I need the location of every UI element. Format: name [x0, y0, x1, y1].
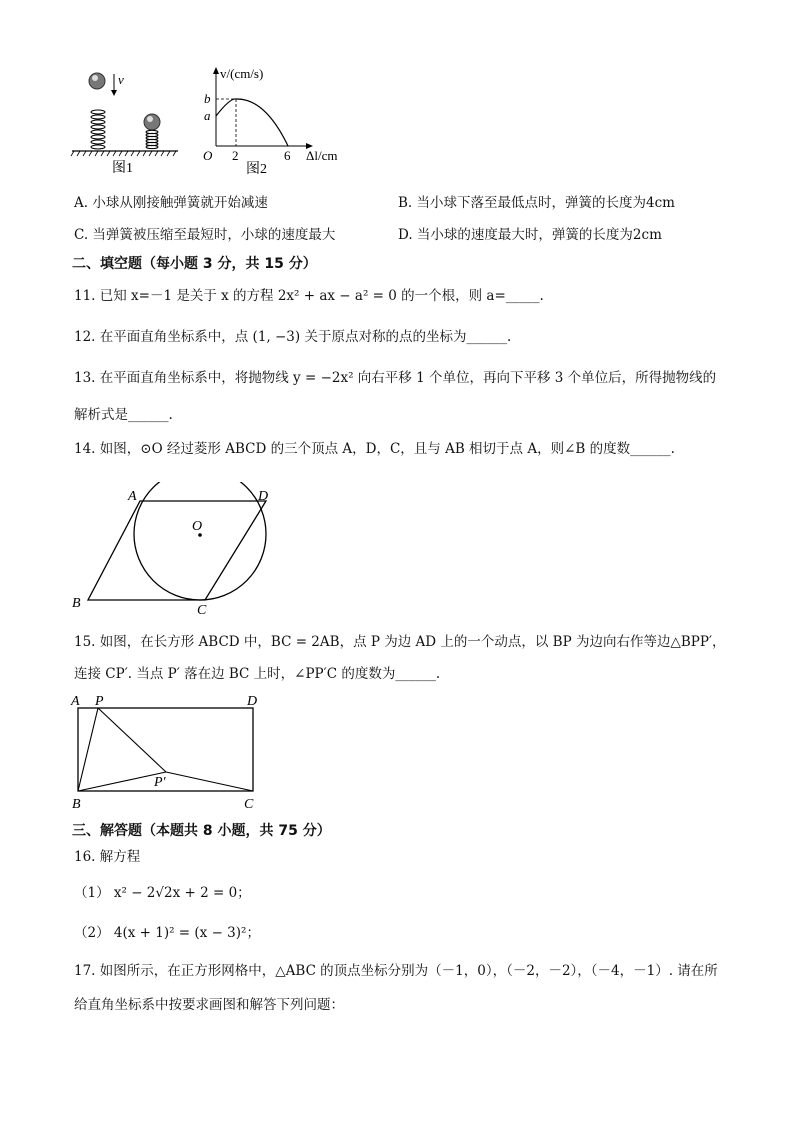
q10-option-b: B. 当小球下落至最低点时，弹簧的长度为4cm — [398, 195, 675, 211]
fig2-caption: 图2 — [246, 162, 267, 177]
section2-title: 二、填空题（每小题 3 分，共 15 分） — [72, 256, 317, 272]
question-16-title: 16. 解方程 — [74, 849, 141, 865]
question-15-line1: 15. 如图，在长方形 ABCD 中，BC = 2AB，点 P 为边 AD 上的一个动点，以 BP 为边向右作等边△BPP′， — [74, 634, 726, 650]
question-15-line2: 连接 CP′. 当点 P′ 落在边 BC 上时，∠PP′C 的度数为______. — [74, 666, 441, 682]
question-13-line2: 解析式是______. — [74, 407, 173, 423]
x-tick-6: 6 — [284, 148, 291, 163]
fig1-caption: 图1 — [112, 161, 133, 176]
velocity-arrow-label: v — [118, 72, 124, 87]
question-17-line1: 17. 如图所示，在正方形网格中，△ABC 的顶点坐标分别为（－1，0），（－2，－2），（－4，－1）. 请在所 — [74, 963, 718, 979]
section3-title: 三、解答题（本题共 8 小题，共 75 分） — [72, 823, 331, 839]
q15-rectangle-figure — [68, 688, 268, 812]
fig15-label-a: A — [71, 694, 80, 709]
fig14-label-d: D — [258, 489, 269, 504]
spring-ball-figure — [70, 62, 370, 182]
question-13-line1: 13. 在平面直角坐标系中，将抛物线 y = −2x² 向右平移 1 个单位，再向下平移 3 个单位后，所得抛物线的 — [74, 370, 717, 386]
question-11: 11. 已知 x=－1 是关于 x 的方程 2x² + ax − a² = 0 的一个根，则 a=_____. — [74, 288, 544, 304]
fig15-label-b: B — [72, 797, 81, 812]
q10-option-c: C. 当弹簧被压缩至最短时，小球的速度最大 — [74, 227, 336, 243]
q14-rhombus-circle-figure — [68, 482, 288, 617]
q10-option-d: D. 当小球的速度最大时，弹簧的长度为2cm — [398, 227, 662, 243]
x-tick-2: 2 — [232, 148, 239, 163]
y-axis-label: v/(cm/s) — [220, 66, 264, 81]
question-14: 14. 如图，⊙O 经过菱形 ABCD 的三个顶点 A，D，C，且与 AB 相切于点 A，则∠B 的度数______. — [74, 441, 675, 457]
fig14-label-a: A — [128, 489, 137, 504]
q10-option-a: A. 小球从刚接触弹簧就开始减速 — [74, 195, 268, 211]
fig15-label-c: C — [244, 797, 254, 812]
question-16-part2: （2） 4(x + 1)² = (x − 3)²； — [74, 925, 260, 941]
fig15-label-p-prime: P′ — [154, 775, 166, 790]
figure-1-springs — [71, 72, 178, 176]
question-12: 12. 在平面直角坐标系中，点 (1, −3) 关于原点对称的点的坐标为______. — [74, 329, 512, 345]
x-axis-label: Δl/cm — [306, 148, 338, 163]
fig14-label-b: B — [72, 596, 81, 611]
origin-label: O — [203, 148, 213, 163]
y-tick-a: a — [204, 108, 211, 123]
fig15-label-d: D — [247, 694, 258, 709]
figure-2-graph — [203, 66, 337, 177]
question-16-part1: （1） x² − 2√2x + 2 = 0； — [74, 885, 251, 901]
question-17-line2: 给直角坐标系中按要求画图和解答下列问题： — [74, 997, 344, 1013]
fig14-label-c: C — [197, 603, 207, 617]
fig15-label-p: P — [95, 694, 104, 709]
y-tick-b: b — [204, 91, 211, 106]
fig14-label-o: O — [192, 519, 203, 534]
